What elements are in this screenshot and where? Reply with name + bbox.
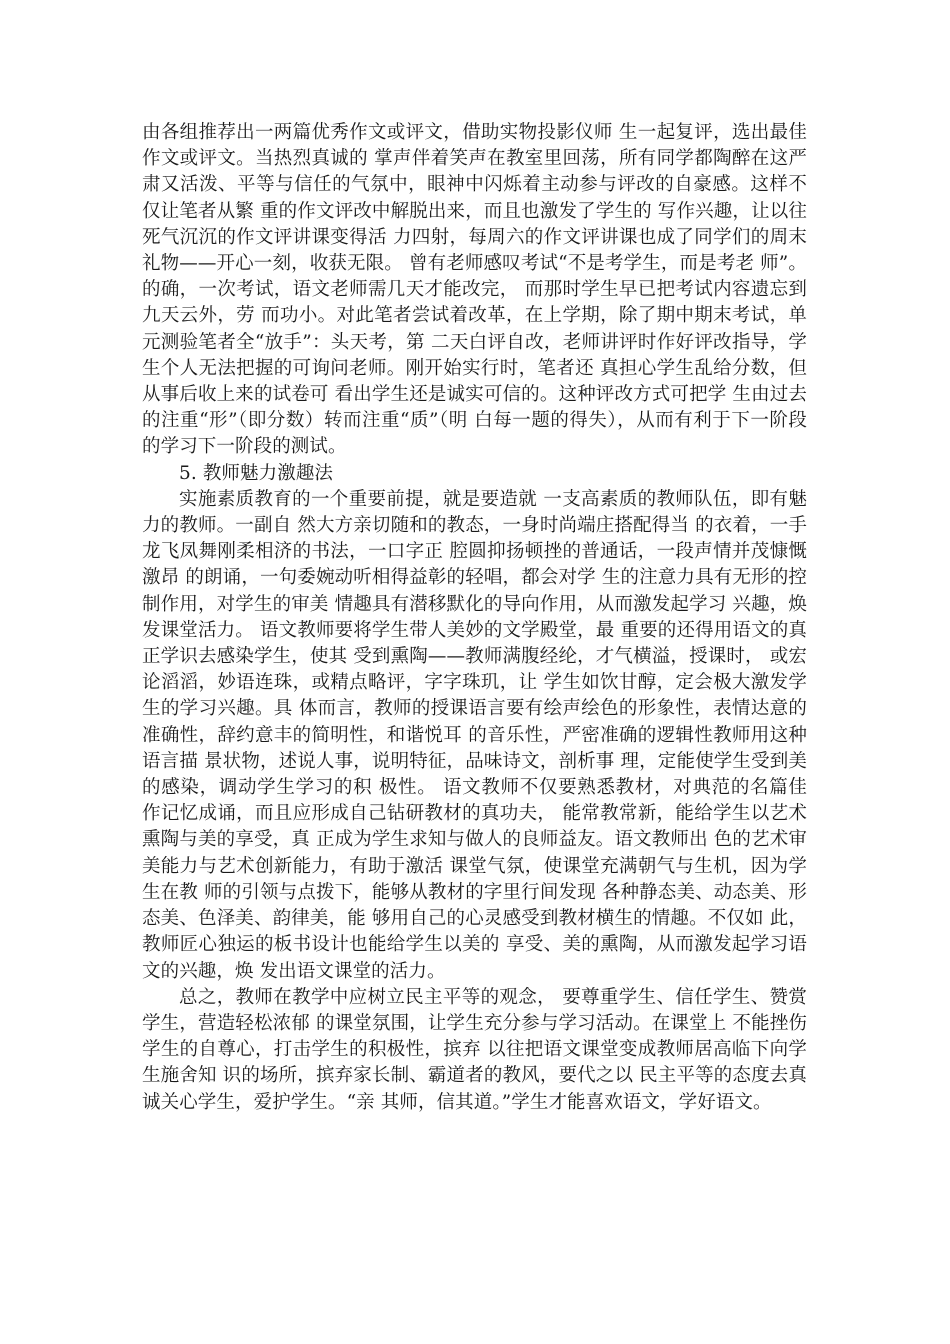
paragraph-teacher-charm: 实施素质教育的一个重要前提，就是要造就 一支高素质的教师队伍，即有魅力的教师。一副自 然大方亲切随和的教态，一身时尚端庄搭配得当 的衣着，一手龙飞凤舞刚柔相济的书法，一口字正 腔圆抑扬顿挫的普通话，一段声情并茂慷慨激昂 的朗诵，一句委婉动听相得益彰的轻唱，都会对学 生的注意力具有无形的控制作用，对学生的审美 情趣具有潜移默化的导向作用，从而激发起学习 兴趣，焕发课堂活力。 语文教师要将学生带人美妙的文学殿堂，最 重要的还得用语文的真正学识去感染学生，使其 受到熏陶——教师满腹经纶，才气横溢，授课时， 或宏论滔滔，妙语连珠，或精点略评，字字珠玑，让 学生如饮甘醇，定会极大激发学生的学习兴趣。具 体而言，教师的授课语言要有绘声绘色的形象性，表情达意的准确性，辞约意丰的简明性，和谐悦耳 的音乐性，严密准确的逻辑性教师用这种语言描 景状物，述说人事，说明特征，品味诗文，剖析事 理，定能使学生受到美的感染，调动学生学习的积 极性。 语文教师不仅要熟悉教材，对典范的名篇佳 作记忆成诵，而且应形成自己钻研教材的真功夫， 能常教常新，能给学生以艺术熏陶与美的享受，真 正成为学生求知与做人的良师益友。语文教师出 色的艺术审美能力与艺术创新能力，有助于激活 课堂气氛，使课堂充满朝气与生机，因为学生在教 师的引领与点拨下，能够从教材的字里行间发现 各种静态美、动态美、形态美、色泽美、韵律美，能 够用自己的心灵感受到教材横生的情趣。不仅如 此，教师匠心独运的板书设计也能给学生以美的 享受、美的熏陶，从而激发起学习语文的兴趣，焕 发出语文课堂的活力。	[142, 488, 807, 982]
paragraph-conclusion: 总之，教师在教学中应树立民主平等的观念， 要尊重学生、信任学生、赞赏学生，营造轻松浓郁 的课堂氛围，让学生充分参与学习活动。在课堂上 不能挫伤学生的自尊心，打击学生的积极性，摈弃 以往把语文课堂变成教师居高临下向学生施舍知 识的场所，摈弃家长制、霸道者的教风，要代之以 民主平等的态度去真诚关心学生，爱护学生。“亲 其师，信其道。”学生才能喜欢语文，学好语文。	[142, 986, 807, 1113]
section-heading-teacher-charm: 5. 教师魅力激趣法	[179, 462, 334, 484]
paragraph-essay-review: 由各组推荐出一两篇优秀作文或评文，借助实物投影仪师 生一起复评，选出最佳作文或评文。当热烈真诚的 掌声伴着笑声在教室里回荡，所有同学都陶醉在这严肃又活泼、平等与信任的气氛中，眼神中闪烁着主动参与评改的自豪感。这样不仅让笔者从繁 重的作文评改中解脱出来，而且也激发了学生的 写作兴趣，让以往死气沉沉的作文评讲课变得活 力四射，每周六的作文评讲课也成了同学们的周末礼物——开心一刻，收获无限。 曾有老师感叹考试“不是考学生，而是考老 师”。的确，一次考试，语文老师需几天才能改完， 而那时学生早已把考试内容遗忘到九天云外，劳 而功小。对此笔者尝试着改革，在上学期，除了期中期末考试，单元测验笔者全“放手”：头天考，第 二天白评自改，老师讲评时作好评改指导，学生个人无法把握的可询问老师。刚开始实行时，笔者还 真担心学生乱给分数，但从事后收上来的试卷可 看出学生还是诚实可信的。这种评改方式可把学 生由过去的注重“形”（即分数）转而注重“质”（明 白每一题的得失），从而有利于下一阶段的学习下一阶段的测试。	[142, 122, 807, 458]
document-page	[142, 120, 807, 1116]
